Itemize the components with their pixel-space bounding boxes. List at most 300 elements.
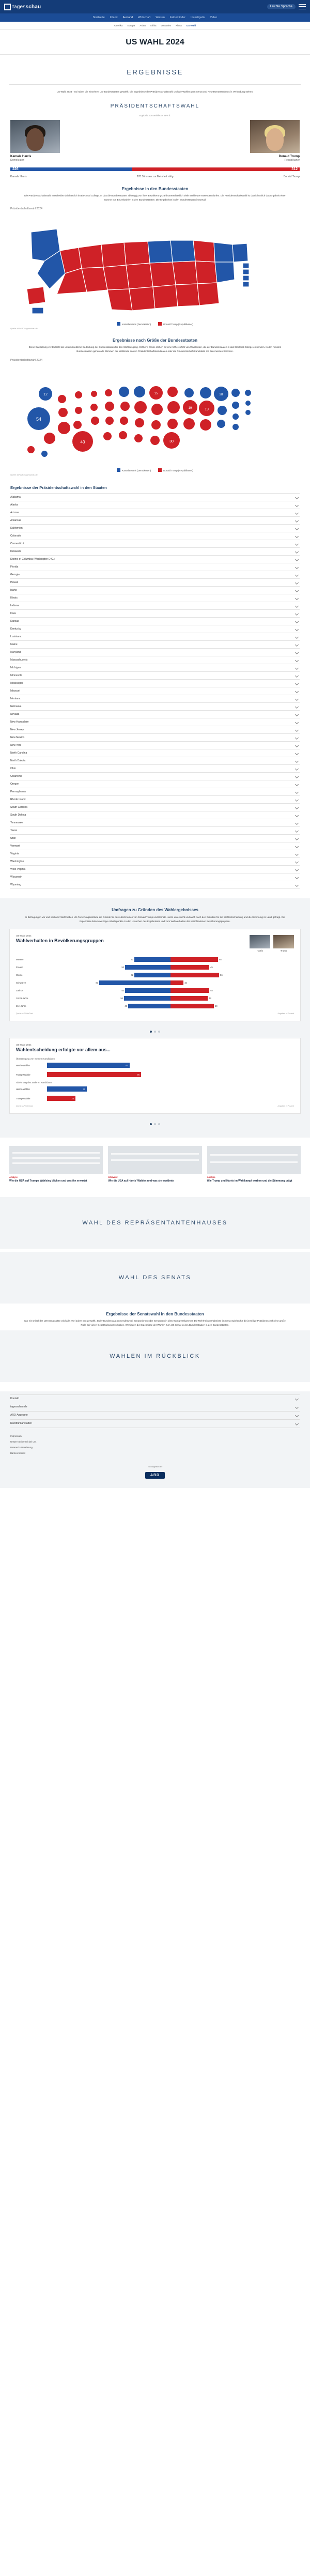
praesidentschaftswahl-subtitle: Ergebnis, 538 Wahlleute, 88% d. xyxy=(139,114,171,117)
state-row[interactable] xyxy=(10,501,300,509)
chart1-row xyxy=(16,1003,294,1009)
trump-mini-portrait xyxy=(273,935,294,948)
footer-link-impressum[interactable]: Impressum xyxy=(10,1434,22,1437)
footer-row-kontakt[interactable] xyxy=(10,1395,300,1403)
chevron-down-icon xyxy=(295,1422,299,1425)
teaser-thumbnail xyxy=(207,1146,301,1174)
chart1-source-row xyxy=(16,1013,294,1015)
cartogram-legend-dem-label: Kamala Harris (Demokraten) xyxy=(122,469,151,472)
chevron-down-icon xyxy=(295,775,299,778)
teaser-tag: Analyse xyxy=(9,1176,18,1179)
svg-text:19: 19 xyxy=(205,408,209,412)
chart1-head-trump xyxy=(273,935,294,952)
state-row[interactable] xyxy=(10,757,300,765)
teaser-item[interactable] xyxy=(108,1146,202,1184)
chart1-val-rep: 56 xyxy=(220,974,223,977)
states-accordion xyxy=(10,493,300,889)
map-legend-rep xyxy=(158,322,193,326)
chevron-down-icon xyxy=(295,767,299,771)
state-label: Colorado xyxy=(10,534,21,538)
state-row[interactable] xyxy=(10,656,300,664)
nav-item-inland[interactable]: Inland xyxy=(110,16,118,19)
state-label: Ohio xyxy=(10,767,16,771)
senate-block-text: Nur ein Drittel der 100 Senatssitze wird alle zwei Jahre neu gewählt. Jeder Bundesstaat entsendet zwei Senatorinnen oder Senatoren in diese Kongresskammer. Die Mehrheitsverhältnisse im Senat spielen für die jeweilige Präsidentschaft eine große Rolle bei vielen Gesetzgebungsvorhaben. Wer jeden die Ergebnisse der Wahlen zum US-Senat in den Bundesstaaten in den Bundesstaaten. xyxy=(24,1319,286,1326)
state-row[interactable] xyxy=(10,734,300,742)
harris-name: Kamala Harris xyxy=(10,155,32,159)
state-row[interactable] xyxy=(10,548,300,556)
state-label: Tennessee xyxy=(10,821,23,825)
chart1-row xyxy=(16,972,294,978)
bar-legend-harris: Kamala Harris xyxy=(10,175,27,179)
footer-row-rundfunkanstalten[interactable] xyxy=(10,1420,300,1428)
candidates-row xyxy=(0,117,310,162)
cartogram-svg xyxy=(0,363,310,466)
cartogram-block-text: Diese Darstellung verdeutlicht die unterschiedliche Bedeutung der Bundesstaaten für den Wahlausgang. Größere Kreise stehen für eine höhere Zahl von Wahlleuten, die der Bundesstaaten in das Electoral College entsenden. In den meisten Bundesstaaten gehen alle Stimmen der Wahlleute an den Präsidentschaftskandidaten oder die Präsidentschaftskandidatin mit den meisten Stimmen. xyxy=(28,346,282,353)
svg-text:19: 19 xyxy=(188,407,192,410)
chart1-title: Wahlverhalten in Bevölkerungsgruppen xyxy=(16,938,104,944)
state-row[interactable] xyxy=(10,819,300,827)
teaser-thumbnail xyxy=(9,1146,103,1174)
chevron-down-icon xyxy=(295,604,299,608)
chart1-bars xyxy=(47,957,294,962)
chart2-source: Quelle: AP VoteCast xyxy=(16,1105,33,1108)
state-row[interactable] xyxy=(10,703,300,711)
trump-face-shape xyxy=(266,128,284,151)
chart2-plot xyxy=(16,1057,294,1102)
chart2-row xyxy=(16,1095,294,1102)
teaser-item[interactable] xyxy=(207,1146,301,1184)
state-row[interactable] xyxy=(10,796,300,804)
state-label: Kentucky xyxy=(10,627,21,631)
chevron-down-icon xyxy=(295,651,299,654)
chart1-bars xyxy=(47,988,294,993)
chevron-down-icon xyxy=(295,713,299,716)
nav-item-faktenfinder[interactable]: Faktenfinder xyxy=(169,16,186,19)
state-label: Minnesota xyxy=(10,674,23,678)
chevron-down-icon xyxy=(295,705,299,709)
legend-swatch-dem-icon-2 xyxy=(117,468,120,472)
leichte-sprache-button[interactable] xyxy=(267,4,296,9)
section-ergebnisse-title: ERGEBNISSE xyxy=(127,68,183,76)
footer-accordion xyxy=(10,1394,300,1428)
nav-item-video[interactable]: Video xyxy=(210,16,218,19)
chart1-val-rep: 55 xyxy=(219,958,222,961)
carousel-dot2-2[interactable] xyxy=(154,1123,156,1125)
chart1-val-rep: 15 xyxy=(184,982,187,985)
state-label: Maine xyxy=(10,643,18,647)
subnav-item-asien[interactable]: Asien xyxy=(140,24,146,27)
teaser-title: Wie die USA auf Trumps Wahlsieg blicken und was ihn erwartet xyxy=(9,1179,87,1183)
state-row[interactable] xyxy=(10,571,300,579)
state-row[interactable] xyxy=(10,587,300,594)
state-label: Rhode Island xyxy=(10,798,26,802)
chart1-val-rep: 50 xyxy=(215,1005,218,1008)
state-row[interactable] xyxy=(10,858,300,866)
chevron-down-icon xyxy=(295,868,299,871)
footer-link-barrierefreiheit[interactable]: Barrierefreiheit xyxy=(10,1451,25,1454)
chart1-kicker: US-Wahl 2024 xyxy=(16,934,32,938)
state-row[interactable] xyxy=(10,780,300,788)
state-row[interactable] xyxy=(10,594,300,602)
chart1-head-harris xyxy=(250,935,270,952)
chart1-cat-label: 18-29 Jahre xyxy=(16,997,28,1000)
chevron-down-icon xyxy=(295,558,299,561)
state-row[interactable] xyxy=(10,563,300,571)
state-label: Louisiana xyxy=(10,635,22,639)
state-row[interactable] xyxy=(10,672,300,680)
state-label: New Hampshire xyxy=(10,720,29,724)
ard-kicker: Ein Angebot der xyxy=(147,1465,163,1468)
subnav-item-amerika[interactable]: Amerika xyxy=(114,24,123,27)
chart2-title: Wahlentscheidung erfolgte vor allem aus... xyxy=(16,1047,111,1053)
subnav-item-klima[interactable]: Klima xyxy=(176,24,182,27)
chevron-down-icon xyxy=(295,596,299,600)
chevron-down-icon xyxy=(295,744,299,747)
chevron-down-icon xyxy=(295,1414,299,1417)
banner-repraesentantenhaus: WAHL DES REPRÄSENTANTENHAUSES xyxy=(0,1197,310,1249)
page-footer xyxy=(0,1391,310,1488)
chart2-row xyxy=(16,1071,294,1078)
state-row[interactable] xyxy=(10,649,300,656)
us-cartogram-map[interactable] xyxy=(0,363,310,466)
tagesschau-logo[interactable] xyxy=(4,4,41,10)
state-row[interactable] xyxy=(10,625,300,633)
state-label: Alabama xyxy=(10,496,21,499)
chevron-down-icon xyxy=(295,689,299,693)
chart2-cat-label: Harris-Wähler xyxy=(16,1064,30,1067)
state-row[interactable] xyxy=(10,494,300,501)
state-label: District of Columbia (Washington D.C.) xyxy=(10,558,55,561)
chevron-down-icon xyxy=(295,852,299,856)
carousel-dot-3[interactable] xyxy=(158,1031,160,1033)
state-label: Virginia xyxy=(10,852,19,856)
svg-text:54: 54 xyxy=(36,417,42,422)
chevron-down-icon xyxy=(295,783,299,786)
state-row[interactable] xyxy=(10,718,300,726)
bar-segment-harris xyxy=(10,167,132,171)
brand-bold: schau xyxy=(25,4,41,10)
legend-rep-label: Donald Trump (Republikaner) xyxy=(163,323,193,326)
state-row[interactable] xyxy=(10,726,300,734)
state-row[interactable] xyxy=(10,873,300,881)
legend-swatch-rep-icon-2 xyxy=(158,468,162,472)
state-label: Arizona xyxy=(10,511,19,515)
state-label: Oklahoma xyxy=(10,775,22,778)
state-row[interactable] xyxy=(10,742,300,749)
chart1-val-rep: 45 xyxy=(210,966,213,969)
state-row[interactable] xyxy=(10,633,300,641)
chevron-down-icon xyxy=(295,635,299,639)
state-label: Missouri xyxy=(10,689,20,693)
chart2-row xyxy=(16,1085,294,1093)
chevron-down-icon xyxy=(295,527,299,530)
chart1-val-dem: 53 xyxy=(121,989,124,992)
chevron-down-icon xyxy=(295,697,299,701)
subnav-item-europa[interactable]: Europa xyxy=(127,24,135,27)
bar-legend-majority: 270 Stimmen zur Mehrheit nötig xyxy=(136,175,174,179)
cartogram-legend-dem xyxy=(117,468,151,472)
legend-dem-label: Kamala Harris (Demokraten) xyxy=(122,323,151,326)
chevron-down-icon xyxy=(295,658,299,662)
chevron-down-icon xyxy=(295,503,299,507)
state-row[interactable] xyxy=(10,602,300,610)
ard-logo[interactable]: ARD xyxy=(145,1472,165,1479)
state-label: Montana xyxy=(10,697,21,701)
state-label: Alaska xyxy=(10,503,19,507)
state-label: Maryland xyxy=(10,651,21,654)
trump-name: Donald Trump xyxy=(278,155,300,159)
state-row[interactable] xyxy=(10,850,300,858)
carousel-dots[interactable] xyxy=(0,1026,310,1033)
state-label: New Jersey xyxy=(10,728,24,732)
nav-item-ausland[interactable]: Ausland xyxy=(122,16,133,19)
states-section-title: Ergebnisse der Präsidentschaftswahl in den Staaten xyxy=(10,485,107,490)
trump-party: Republikaner xyxy=(284,159,300,162)
chart1-val-dem: 53 xyxy=(121,966,124,969)
banner-senat: WAHL DES SENATS xyxy=(0,1252,310,1304)
footer-link-datenschutz[interactable]: Datenschutzerklärung xyxy=(10,1446,33,1449)
chart1-cat-label: Schwarze xyxy=(16,982,26,985)
state-row[interactable] xyxy=(10,641,300,649)
chart2-row xyxy=(16,1062,294,1069)
survey-section-title: Umfragen zu Gründen des Wahlergebnisses xyxy=(112,908,198,913)
state-label: New Mexico xyxy=(10,736,25,740)
chart1-harris-label: Harris xyxy=(257,949,263,953)
state-row[interactable] xyxy=(10,509,300,517)
chart2-value: 23 xyxy=(71,1097,74,1100)
state-row[interactable] xyxy=(10,827,300,835)
state-row[interactable] xyxy=(10,804,300,811)
chevron-down-icon xyxy=(295,496,299,499)
chart1-cat-label: Frauen xyxy=(16,966,23,969)
harris-mini-portrait xyxy=(250,935,270,948)
chart2-cat-label: Trump-Wähler xyxy=(16,1073,30,1076)
svg-text:12: 12 xyxy=(43,393,48,397)
harris-party: Demokraten xyxy=(10,159,25,162)
teaser-item[interactable] xyxy=(9,1146,103,1184)
legend-swatch-rep-icon xyxy=(158,322,162,326)
chart1-row xyxy=(16,956,294,963)
cartogram-source: Quelle: AP/ARD/tagesschau.de xyxy=(10,474,38,477)
subnav-item-afrika[interactable]: Afrika xyxy=(150,24,157,27)
chart1-val-dem: 42 xyxy=(131,958,133,961)
state-label: South Carolina xyxy=(10,806,28,809)
chart-card-wahlentscheidung xyxy=(9,1038,301,1114)
chart1-row xyxy=(16,964,294,971)
nav-item-investigativ[interactable]: Investigativ xyxy=(191,16,205,19)
state-row[interactable] xyxy=(10,788,300,796)
state-label: Massachusetts xyxy=(10,658,28,662)
state-label: Nebraska xyxy=(10,705,22,709)
results-intro-text: US-Wahl 2024 - So haben die einzelnen US-Bundesstaaten gewählt: Die Ergebnisse der Präsidentschaftswahl und wie Wahlen zum Senat und Repräsentantenhaus in Verbindung stehen. xyxy=(56,90,254,93)
state-label: Michigan xyxy=(10,666,21,670)
state-row[interactable] xyxy=(10,664,300,672)
map-source: Quelle: AP/ARD/tagesschau.de xyxy=(10,328,38,330)
chevron-down-icon xyxy=(295,790,299,794)
state-label: Hawaii xyxy=(10,581,19,585)
chart-card-wahlverhalten xyxy=(9,929,301,1021)
carousel-dot2-3[interactable] xyxy=(158,1123,160,1125)
chevron-down-icon xyxy=(295,798,299,802)
teaser-tag: Interview xyxy=(108,1176,118,1179)
cartogram-block-title: Ergebnisse nach Größe der Bundesstaaten xyxy=(112,338,198,343)
survey-intro-text: In Befragungen vor und nach der Wahl haben US-Forschungsinstitute die Gründe für das Abschneiden von Donald Trump und Kamala Harris untersucht und auch nach den Gründen für die Wahlentscheidung und die Stimmung im Land gefragt. Die Ergebnisse liefern wichtige Anhaltspunkte zu den Ursachen des Ergebnisses und zum Wahlverhalten der verschiedenen Bevölkerungsgruppen. xyxy=(25,916,285,923)
lang-pill-label: Leichte Sprache xyxy=(270,5,292,8)
chevron-down-icon xyxy=(295,752,299,755)
state-row[interactable] xyxy=(10,866,300,873)
state-row[interactable] xyxy=(10,711,300,718)
footer-links xyxy=(0,1428,310,1458)
chevron-down-icon xyxy=(295,845,299,848)
chart1-val-dem: 49 xyxy=(125,1005,127,1008)
state-row[interactable] xyxy=(10,811,300,819)
chart1-row xyxy=(16,979,294,986)
chevron-down-icon xyxy=(295,589,299,592)
state-row[interactable] xyxy=(10,556,300,563)
chart2-value: 76 xyxy=(137,1073,140,1076)
svg-text:40: 40 xyxy=(80,440,85,445)
chevron-down-icon xyxy=(295,860,299,864)
state-label: Connecticut xyxy=(10,542,24,546)
carousel-dot-2[interactable] xyxy=(154,1031,156,1033)
us-results-map[interactable] xyxy=(0,211,310,320)
state-label: Washington xyxy=(10,860,24,864)
state-label: Pennsylvania xyxy=(10,790,26,794)
harris-face-shape xyxy=(26,128,44,151)
chart1-source: Quelle: AP VoteCast xyxy=(16,1013,33,1015)
state-label: Mississippi xyxy=(10,682,23,685)
state-row[interactable] xyxy=(10,687,300,695)
chevron-down-icon xyxy=(295,728,299,732)
chart2-bar-harris-g2 xyxy=(47,1086,87,1092)
state-label: Oregon xyxy=(10,783,19,786)
chart2-group1-label: Überzeugung von meinem Kandidaten xyxy=(16,1057,55,1061)
svg-text:28: 28 xyxy=(219,393,223,397)
footer-row-ard-angebote[interactable] xyxy=(10,1412,300,1420)
chart1-trump-label: Trump xyxy=(280,949,287,953)
state-row[interactable] xyxy=(10,517,300,525)
state-row[interactable] xyxy=(10,532,300,540)
chart1-bars xyxy=(47,980,294,985)
survey-section xyxy=(0,898,310,1138)
carousel-dots-2[interactable] xyxy=(0,1119,310,1125)
state-row[interactable] xyxy=(10,610,300,618)
chart1-val-dem: 54 xyxy=(120,997,123,1000)
nav-item-startseite[interactable]: Startseite xyxy=(92,16,105,19)
chart2-value: 67 xyxy=(126,1064,128,1067)
state-row[interactable] xyxy=(10,773,300,780)
subnav-item-us-wahl[interactable]: US-Wahl xyxy=(186,24,196,27)
carousel-dot-1[interactable] xyxy=(150,1031,152,1033)
state-row[interactable] xyxy=(10,842,300,850)
footer-row-tagesschau[interactable] xyxy=(10,1403,300,1412)
harris-portrait xyxy=(10,120,60,153)
ard-branding xyxy=(0,1458,310,1488)
brand-light: tages xyxy=(12,4,26,10)
chevron-down-icon xyxy=(295,627,299,631)
praesidentschaftswahl-title: PRÄSIDENTSCHAFTSWAHL xyxy=(110,103,200,110)
state-label: Nevada xyxy=(10,713,20,716)
chevron-down-icon xyxy=(295,643,299,647)
state-row[interactable] xyxy=(10,680,300,687)
state-row[interactable] xyxy=(10,881,300,889)
state-row[interactable] xyxy=(10,525,300,532)
chart1-unit: Angaben in Prozent xyxy=(277,1013,294,1015)
chevron-down-icon xyxy=(295,565,299,569)
bar-legend-trump: Donald Trump xyxy=(283,175,300,179)
chart1-bars xyxy=(47,996,294,1001)
state-label: Vermont xyxy=(10,845,20,848)
chart1-plot xyxy=(16,956,294,1009)
chevron-down-icon xyxy=(295,720,299,724)
state-label: Texas xyxy=(10,829,18,833)
chevron-down-icon xyxy=(295,674,299,678)
state-label: Wyoming xyxy=(10,883,21,887)
chevron-down-icon xyxy=(295,511,299,515)
footer-label: Rundfunkanstalten xyxy=(10,1422,32,1425)
state-row[interactable] xyxy=(10,540,300,548)
senate-block-title: Ergebnisse der Senatswahl in den Bundesstaaten xyxy=(106,1311,204,1316)
chart2-unit: Angaben in Prozent xyxy=(277,1105,294,1108)
electoral-block-text: Die Präsidentschaftswahl entscheidet sich letztlich im Electoral College. In das die Bundesstaaten abhängig von ihrer Bevölkerungszahl unterschiedlich viele Wahlleute entsenden dürfen. Die Präsidentschaftswahl ist damit letztlich das Ergebnis einer Summe von Einzelwahlen in den Bundesstaaten. Die Ergebnisse in den Bundesstaaten im Detail: xyxy=(24,194,286,202)
chevron-down-icon xyxy=(295,876,299,879)
chart1-val-rep: 43 xyxy=(209,997,211,1000)
trump-electoral-votes: 312 xyxy=(291,167,298,172)
teaser-title: Wie Trump und Harris im Wahlkampf warben und die Stimmung prägt xyxy=(207,1179,292,1183)
carousel-dot2-1[interactable] xyxy=(150,1123,152,1125)
subnav-item-ozeanien[interactable]: Ozeanien xyxy=(161,24,172,27)
nav-item-wirtschaft[interactable]: Wirtschaft xyxy=(138,16,151,19)
state-row[interactable] xyxy=(10,618,300,625)
svg-text:30: 30 xyxy=(169,440,174,444)
chart1-cat-label: Latinos xyxy=(16,989,24,992)
chart2-source-row xyxy=(16,1105,294,1107)
state-row[interactable] xyxy=(10,765,300,773)
state-row[interactable] xyxy=(10,695,300,703)
state-label: Illinois xyxy=(10,596,18,600)
chevron-down-icon xyxy=(295,666,299,670)
top-header-bar xyxy=(0,0,310,13)
state-row[interactable] xyxy=(10,749,300,757)
nav-item-wissen[interactable]: Wissen xyxy=(156,16,165,19)
chevron-down-icon xyxy=(295,814,299,817)
us-map-svg xyxy=(0,211,310,320)
state-label: Georgia xyxy=(10,573,20,577)
bar-segment-trump xyxy=(132,167,300,171)
chart2-kicker: US-Wahl 2024 xyxy=(16,1044,32,1047)
state-row[interactable] xyxy=(10,579,300,587)
chart2-bar-trump-g1 xyxy=(47,1072,141,1077)
footer-link-sicherheit[interactable]: Unsere Sicherheit bei uns xyxy=(10,1440,37,1443)
harris-electoral-votes: 226 xyxy=(12,167,19,172)
state-label: Indiana xyxy=(10,604,19,608)
chart1-val-rep: 45 xyxy=(210,989,213,992)
state-row[interactable] xyxy=(10,835,300,842)
chevron-down-icon xyxy=(295,519,299,523)
hamburger-icon[interactable] xyxy=(299,4,306,9)
trump-portrait xyxy=(250,120,300,153)
candidate-trump xyxy=(250,120,300,162)
state-label: North Dakota xyxy=(10,759,26,763)
chevron-down-icon xyxy=(295,542,299,546)
divider xyxy=(9,84,301,85)
chevron-down-icon xyxy=(295,573,299,577)
chart1-row xyxy=(16,987,294,994)
chevron-down-icon xyxy=(295,759,299,763)
teaser-thumbnail xyxy=(108,1146,202,1174)
chart1-cat-label: 65+ Jahre xyxy=(16,1005,26,1008)
chevron-down-icon xyxy=(295,806,299,809)
